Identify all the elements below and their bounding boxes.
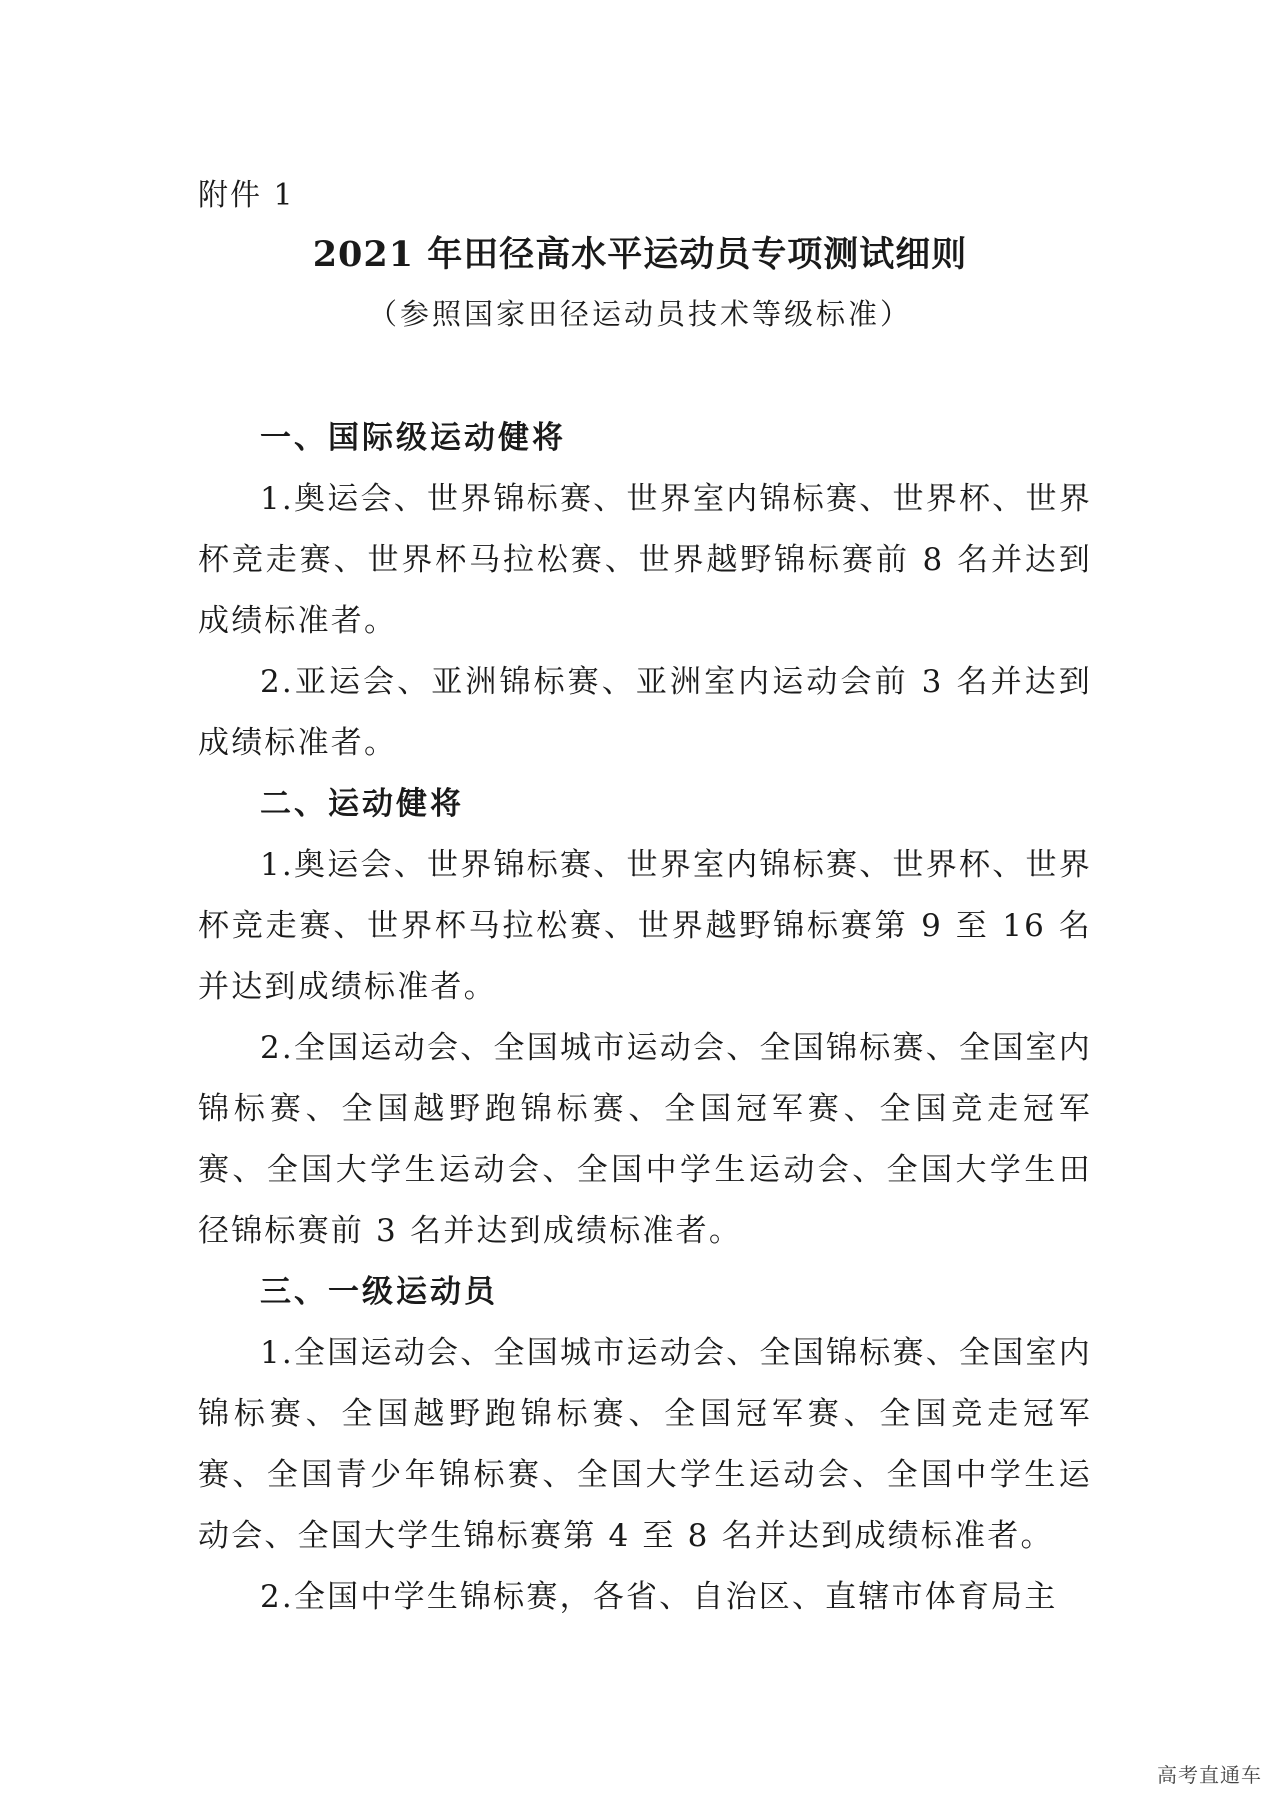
section-item: 2.全国中学生锦标赛，各省、自治区、直辖市体育局主 — [260, 1579, 1058, 1615]
section-item: 1.奥运会、世界锦标赛、世界室内锦标赛、世界杯、世界杯竞走赛、世界杯马拉松赛、世界越野锦标赛第 9 至 16 名并达到成绩标准者。 — [198, 847, 1092, 1005]
document-body — [198, 408, 1092, 1628]
document-title: 2021 年田径高水平运动员专项测试细则 — [312, 234, 968, 275]
section-item: 1.奥运会、世界锦标赛、世界室内锦标赛、世界杯、世界杯竞走赛、世界杯马拉松赛、世界越野锦标赛前 8 名并达到成绩标准者。 — [198, 481, 1092, 639]
section-heading-first-class: 三、一级运动员 — [260, 1274, 498, 1310]
section-heading-international-master: 一、国际级运动健将 — [260, 420, 566, 456]
document-subtitle: （参照国家田径运动员技术等级标准） — [367, 297, 912, 331]
watermark-text: 高考直通车 — [1157, 1763, 1262, 1787]
section-item: 1.全国运动会、全国城市运动会、全国锦标赛、全国室内锦标赛、全国越野跑锦标赛、全国冠军赛、全国竞走冠军赛、全国青少年锦标赛、全国大学生运动会、全国中学生运动会、全国大学生锦标赛第 4 至 8 名并达到成绩标准者。 — [198, 1335, 1092, 1554]
section-item: 2.全国运动会、全国城市运动会、全国锦标赛、全国室内锦标赛、全国越野跑锦标赛、全国冠军赛、全国竞走冠军赛、全国大学生运动会、全国中学生运动会、全国大学生田径锦标赛前 3 名并达到成绩标准者。 — [198, 1030, 1092, 1249]
section-item: 2.亚运会、亚洲锦标赛、亚洲室内运动会前 3 名并达到成绩标准者。 — [198, 664, 1092, 761]
attachment-label: 附件 1 — [198, 178, 295, 213]
section-heading-master: 二、运动健将 — [260, 786, 464, 822]
